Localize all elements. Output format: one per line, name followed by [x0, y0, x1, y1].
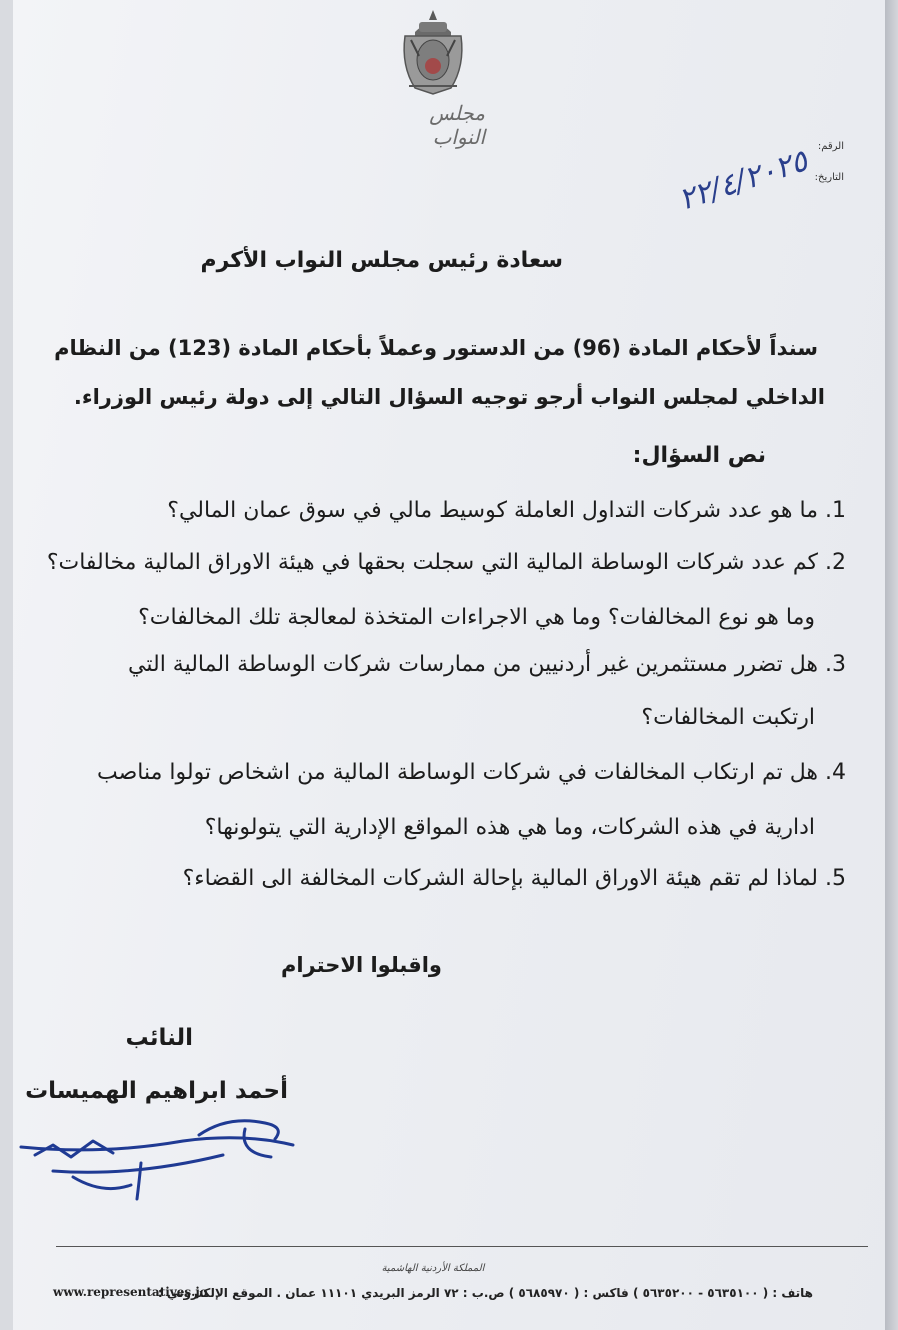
question-3-line-1: 3. هل تضرر مستثمرين غير أردنيين من ممارسات شركات الوساطة المالية التي: [128, 652, 846, 677]
salutation: سعادة رئيس مجلس النواب الأكرم: [200, 248, 563, 273]
question-1: 1. ما هو عدد شركات التداول العاملة كوسيط مالي في سوق عمان المالي؟: [167, 498, 846, 523]
letter-sheet: [13, 0, 898, 1330]
handwritten-date: ٢٢/٤/٢٠٢٥: [674, 142, 812, 218]
question-5: 5. لماذا لم تقم هيئة الاوراق المالية بإحالة الشركات المخالفة الى القضاء؟: [182, 866, 846, 891]
footer-org-logo-text: المملكة الأردنية الهاشمية: [381, 1262, 485, 1274]
reference-label: الرقم:: [817, 141, 844, 152]
question-2-line-2: وما هو نوع المخالفات؟ وما هي الاجراءات المتخذة لمعالجة تلك المخالفات؟: [138, 605, 815, 630]
footer-contact-info: هاتف : ( ٥٦٣٥١٠٠ - ٥٦٣٥٢٠٠ ) فاكس : ( ٥٦٨٥٩٧٠ ) ص.ب : ٧٢ الرمز البريدي ١١١٠١ عمان . الموقع الإلكتروني :: [157, 1286, 813, 1300]
page-edge: [885, 0, 898, 1330]
footer-website-link[interactable]: www.representatives.jo: [53, 1285, 208, 1299]
signer-title: النائب: [125, 1025, 193, 1051]
question-2-line-1: 2. كم عدد شركات الوساطة المالية التي سجلت بحقها في هيئة الاوراق المالية مخالفات؟: [46, 550, 846, 575]
coat-of-arms-seal: [397, 6, 469, 98]
signer-name: أحمد ابراهيم الهميسات: [25, 1078, 288, 1104]
question-4-line-2: ادارية في هذه الشركات، وما هي هذه المواقع الإدارية التي يتولونها؟: [204, 815, 815, 840]
institution-logo-text: مجلس النواب: [429, 101, 485, 149]
handwritten-signature: [13, 1105, 313, 1205]
date-label: التاريخ:: [814, 172, 844, 183]
question-3-line-2: ارتكبت المخالفات؟: [641, 705, 815, 730]
question-heading: نص السؤال:: [632, 443, 766, 468]
footer-divider: [56, 1246, 868, 1247]
question-4-line-1: 4. هل تم ارتكاب المخالفات في شركات الوساطة المالية من اشخاص تولوا مناصب: [96, 760, 846, 785]
intro-line-2: الداخلي لمجلس النواب أرجو توجيه السؤال التالي إلى دولة رئيس الوزراء.: [73, 385, 825, 409]
intro-line-1: سنداً لأحكام المادة (96) من الدستور وعملاً بأحكام المادة (123) من النظام: [54, 336, 818, 360]
closing-phrase: واقبلوا الاحترام: [280, 953, 442, 977]
